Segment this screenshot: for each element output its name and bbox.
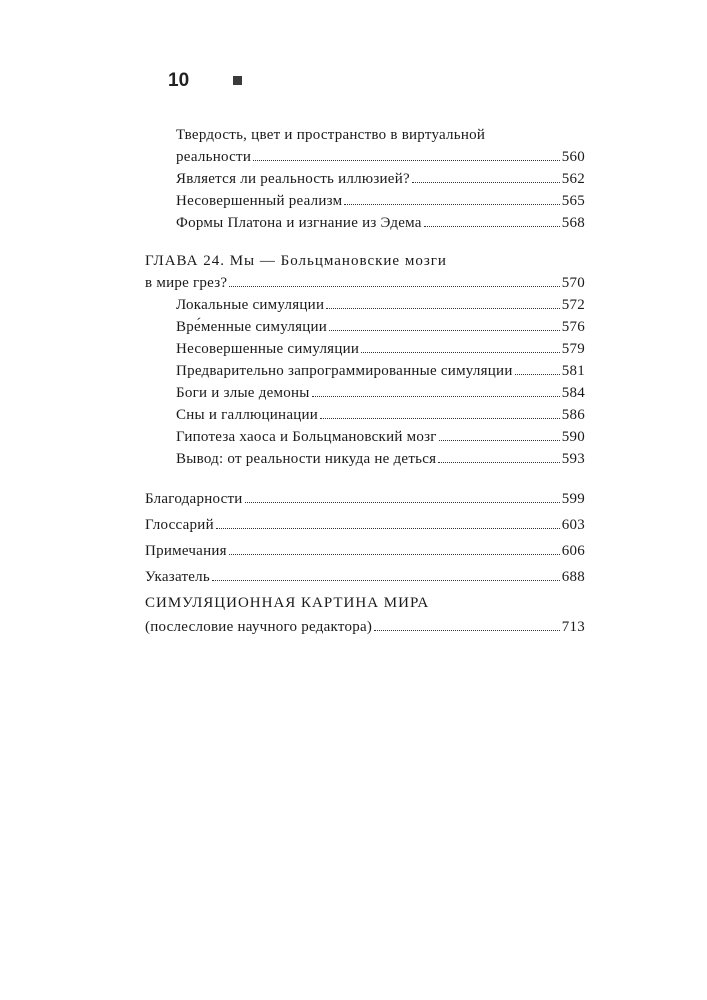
dot-leader xyxy=(216,527,560,529)
toc-chapter-entry[interactable] xyxy=(145,272,585,294)
toc-entry-title: Твердость, цвет и пространство в виртуальной xyxy=(176,127,486,143)
dot-leader xyxy=(344,203,559,205)
toc-entry-title: Сны и галлюцинации xyxy=(176,407,319,423)
dot-leader xyxy=(412,181,560,183)
toc-entry-title: Благодарности xyxy=(145,491,243,507)
toc-entry-title: Глоссарий xyxy=(145,517,214,533)
dot-leader xyxy=(361,351,560,353)
toc-entry-page: 576 xyxy=(561,319,585,335)
spacer xyxy=(145,234,585,250)
toc-entry-title: Вре́менные симуляции xyxy=(176,319,328,335)
toc-entry-title: Предварительно запрограммированные симуляции xyxy=(176,363,513,379)
dot-leader xyxy=(212,579,560,581)
toc-backmatter-entry[interactable] xyxy=(145,512,585,538)
toc-afterword-entry[interactable] xyxy=(145,616,585,638)
toc-entry-page: 599 xyxy=(561,491,585,507)
toc-entry[interactable] xyxy=(145,316,585,338)
toc-entry-title: Формы Платона и изгнание из Эдема xyxy=(176,215,422,231)
toc-entry-page: 572 xyxy=(561,297,585,313)
toc-entry-page: 565 xyxy=(561,193,585,209)
toc-entry-title: Гипотеза хаоса и Больцмановский мозг xyxy=(176,429,437,445)
toc-entry-title: Боги и злые демоны xyxy=(176,385,310,401)
table-of-contents xyxy=(145,124,585,638)
toc-entry-title: Локальные симуляции xyxy=(176,297,325,313)
dot-leader xyxy=(229,553,560,555)
toc-entry-page: 593 xyxy=(561,451,585,467)
toc-entry[interactable] xyxy=(145,426,585,448)
toc-entry[interactable] xyxy=(145,404,585,426)
toc-entry-page: 603 xyxy=(561,517,585,533)
toc-entry[interactable] xyxy=(145,360,585,382)
toc-entry-page: 688 xyxy=(561,569,585,585)
toc-entry[interactable] xyxy=(145,338,585,360)
toc-entry[interactable] xyxy=(145,448,585,470)
dot-leader xyxy=(253,159,560,161)
afterword-subtitle: (послесловие научного редактора) xyxy=(145,619,373,635)
toc-entry-page: 562 xyxy=(561,171,585,187)
afterword-title: СИМУЛЯЦИОННАЯ КАРТИНА МИРА xyxy=(145,595,430,611)
dot-leader xyxy=(439,439,560,441)
toc-backmatter-entry[interactable] xyxy=(145,538,585,564)
toc-backmatter-entry[interactable] xyxy=(145,486,585,512)
dot-leader xyxy=(326,307,560,309)
toc-entry-title: Является ли реальность иллюзией? xyxy=(176,171,410,187)
page-marker-square xyxy=(233,76,242,85)
toc-entry-title: Несовершенные симуляции xyxy=(176,341,360,357)
toc-entry-page: 584 xyxy=(561,385,585,401)
dot-leader xyxy=(312,395,560,397)
toc-entry-title: Указатель xyxy=(145,569,211,585)
toc-entry-page: 570 xyxy=(561,275,585,291)
spacer xyxy=(145,470,585,486)
toc-entry-title: реальности xyxy=(176,149,252,165)
toc-entry-page: 581 xyxy=(561,363,585,379)
toc-entry-title: Вывод: от реальности никуда не деться xyxy=(176,451,437,467)
toc-backmatter-entry[interactable] xyxy=(145,564,585,590)
toc-entry[interactable] xyxy=(145,190,585,212)
toc-entry[interactable] xyxy=(145,382,585,404)
toc-entry-page: 560 xyxy=(561,149,585,165)
chapter-title: ГЛАВА 24. Мы — Больцмановские мозги xyxy=(145,253,447,269)
toc-entry[interactable] xyxy=(145,294,585,316)
toc-entry-title: Примечания xyxy=(145,543,227,559)
toc-entry-page: 590 xyxy=(561,429,585,445)
dot-leader xyxy=(515,373,560,375)
dot-leader xyxy=(438,461,559,463)
toc-entry[interactable] xyxy=(145,168,585,190)
toc-entry-page: 579 xyxy=(561,341,585,357)
chapter-title-continued: в мире грез? xyxy=(145,275,228,291)
dot-leader xyxy=(229,285,559,287)
toc-entry-page: 568 xyxy=(561,215,585,231)
dot-leader xyxy=(424,225,560,227)
toc-entry-title: Несовершенный реализм xyxy=(176,193,343,209)
page-number: 10 xyxy=(168,70,190,91)
dot-leader xyxy=(245,501,560,503)
toc-entry[interactable] xyxy=(145,212,585,234)
toc-entry[interactable] xyxy=(145,146,585,168)
toc-entry-page: 586 xyxy=(561,407,585,423)
toc-entry-page: 606 xyxy=(561,543,585,559)
dot-leader xyxy=(329,329,560,331)
dot-leader xyxy=(374,629,560,631)
dot-leader xyxy=(320,417,560,419)
toc-entry-page: 713 xyxy=(561,619,585,635)
